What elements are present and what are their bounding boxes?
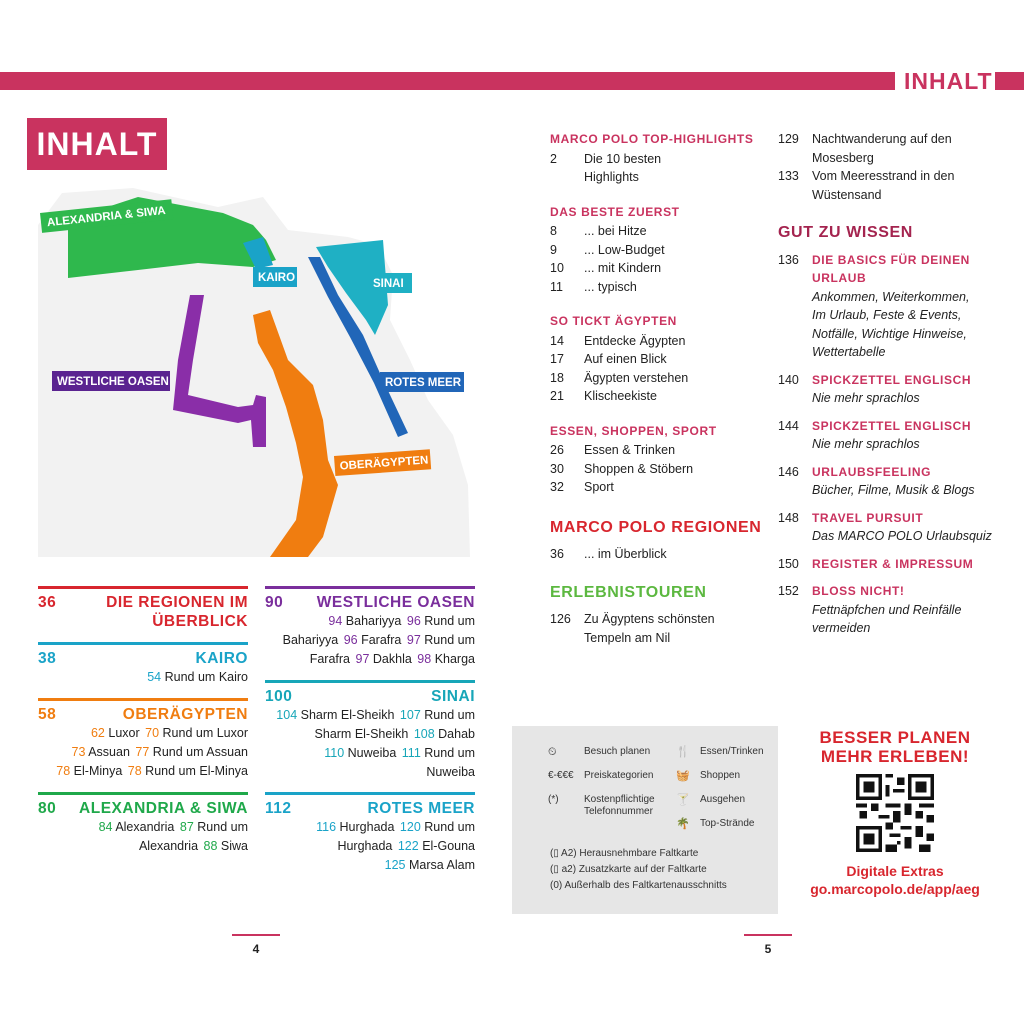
toc-entry-sub: vermeiden	[812, 621, 871, 635]
legend-note: (▯ A2) Herausnehmbare Faltkarte	[550, 848, 699, 859]
subpage-number: 96	[343, 633, 358, 647]
toc-entry-block[interactable]	[778, 555, 998, 574]
region-entry	[265, 586, 475, 669]
legend-label: Top-Strände	[700, 818, 755, 829]
toc-entry-block[interactable]	[778, 582, 998, 638]
promo-url-link[interactable]: go.marcopolo.de/app/aeg	[810, 881, 980, 897]
subpage-number: 84	[98, 820, 113, 834]
toc-entry-head: SPICKZETTEL ENGLISCH	[812, 372, 972, 387]
toc-big-title: GUT ZU WISSEN	[778, 224, 913, 241]
toc-entry-sub: Ankommen, Weiterkommen,	[812, 289, 970, 304]
subpage-number: 116	[316, 820, 337, 834]
subpage-title[interactable]: Bahariyya	[282, 633, 339, 647]
region-subline	[265, 631, 475, 650]
map-label-rotes	[380, 372, 464, 392]
region-entry	[265, 792, 475, 875]
toc-page	[550, 629, 584, 648]
toc-page	[550, 168, 584, 187]
toc-entry: ... typisch	[584, 279, 637, 294]
legend-label: Shoppen	[700, 770, 741, 781]
toc-row[interactable]	[550, 369, 770, 388]
page-title: INHALT	[27, 118, 167, 170]
subpage-title[interactable]: Farafra	[361, 633, 402, 647]
region-page: 36	[38, 594, 57, 611]
basket-icon: 🧺	[676, 770, 690, 782]
subpage-number: 87	[179, 820, 194, 834]
subpage-number: 98	[417, 652, 432, 666]
toc-row[interactable]	[550, 610, 770, 629]
svg-text:ROTES MEER: ROTES MEER	[385, 377, 462, 389]
svg-text:ALEXANDRIA & SIWA: ALEXANDRIA & SIWA	[46, 204, 167, 230]
region-subline	[38, 743, 248, 762]
toc-entry-block[interactable]	[778, 463, 998, 500]
region-sublist	[265, 818, 475, 875]
region-sublist	[265, 706, 475, 782]
region-subline	[38, 762, 248, 781]
toc-entry-sub: Nie mehr sprachlos	[812, 437, 920, 451]
subpage-number: 77	[135, 745, 150, 759]
legend-label-line: Kostenpflichtige	[584, 794, 655, 805]
toc-entry: ... im Überblick	[584, 547, 667, 561]
toc-column-2	[778, 130, 998, 647]
legend-label: Preiskategorien	[584, 770, 654, 781]
toc-page: 30	[550, 461, 564, 476]
toc-entry-sub: Wettertabelle	[812, 345, 886, 359]
region-header	[38, 642, 248, 668]
subpage-title[interactable]: Rund um Assuan	[152, 745, 248, 759]
toc-section-title: DAS BESTE ZUERST	[550, 204, 680, 219]
region-subline	[265, 818, 475, 837]
subpage-number: 111	[401, 746, 421, 760]
toc-entry: Shoppen & Stöbern	[584, 461, 694, 476]
region-name[interactable]: WESTLICHE OASEN	[316, 594, 475, 611]
toc-entry-sub: Nie mehr sprachlos	[812, 391, 920, 405]
toc-entry-block[interactable]	[778, 251, 998, 362]
toc-entry: Vom Meeresstrand in den	[812, 169, 955, 183]
subpage-number: 108	[413, 727, 435, 741]
toc-row[interactable]	[550, 629, 770, 648]
toc-page: 10	[550, 261, 564, 275]
region-page: 80	[38, 800, 57, 817]
toc-section-title: ESSEN, SHOPPEN, SPORT	[550, 423, 717, 438]
map-label-sinai	[368, 273, 412, 293]
toc-entry: Sport	[584, 480, 614, 494]
toc-entry-head: URLAUB	[812, 271, 867, 285]
toc-entry: Entdecke Ägypten	[584, 333, 686, 348]
region-sublist	[38, 668, 248, 687]
subpage-title[interactable]: Rund um El-Minya	[145, 764, 248, 778]
subpage-title[interactable]: Rund um	[424, 614, 475, 628]
toc-page: 152	[778, 584, 799, 598]
toc-page: 11	[550, 279, 563, 294]
toc-entry-sub: Bücher, Filme, Musik & Blogs	[812, 483, 975, 497]
subpage-number: 62	[90, 726, 105, 740]
toc-big-title: MARCO POLO REGIONEN	[550, 518, 762, 536]
region-page: 112	[265, 800, 292, 817]
toc-page: 150	[778, 556, 799, 571]
region-entry	[38, 642, 248, 687]
subpage-title[interactable]: Nuweiba	[347, 746, 397, 760]
toc-entry: Nachtwanderung auf den	[812, 132, 952, 146]
toc-entry-sub: Notfälle, Wichtige Hinweise,	[812, 326, 967, 341]
svg-text:SINAI: SINAI	[373, 278, 404, 290]
toc-page: 136	[778, 252, 799, 267]
page-number-right: 5	[764, 942, 772, 956]
region-page: 58	[38, 706, 57, 723]
toc-row[interactable]	[778, 149, 998, 168]
subpage-title[interactable]: Assuan	[88, 745, 130, 759]
subpage-number: 120	[399, 820, 421, 834]
subpage-title[interactable]: Rund um	[197, 820, 248, 834]
toc-page: 21	[550, 389, 564, 403]
region-name[interactable]: DIE REGIONEN IM ÜBERBLICK	[106, 594, 248, 630]
region-header	[265, 792, 475, 818]
region-entry	[38, 698, 248, 781]
toc-page: 36	[550, 547, 564, 561]
region-entry	[38, 792, 248, 856]
toc-entry-head: DIE BASICS FÜR DEINEN	[812, 252, 970, 267]
egypt-region-map	[38, 185, 476, 557]
region-subline	[38, 668, 248, 687]
subpage-number: 104	[276, 708, 298, 722]
subpage-number: 78	[56, 764, 71, 778]
toc-page	[778, 186, 812, 205]
region-page: 38	[38, 650, 57, 667]
subpage-number: 96	[406, 614, 421, 628]
subpage-title[interactable]: Dakhla	[372, 652, 412, 666]
region-sublist	[38, 724, 248, 781]
legend-label: Besuch planen	[584, 746, 651, 757]
region-subline	[265, 706, 475, 725]
toc-row[interactable]	[778, 186, 998, 205]
promo-headline: BESSER PLANEN	[819, 728, 971, 747]
toc-row[interactable]	[550, 259, 770, 278]
toc-entry: Ägypten verstehen	[584, 370, 689, 385]
toc-entry: Zu Ägyptens schönsten	[584, 612, 715, 626]
toc-row[interactable]	[550, 441, 770, 460]
toc-entry-head: URLAUBSFEELING	[812, 464, 932, 479]
cocktail-icon: 🍸	[676, 794, 690, 806]
region-name[interactable]: OBERÄGYPTEN	[122, 706, 248, 723]
region-subline	[38, 724, 248, 743]
legend-label: Essen/Trinken	[700, 746, 764, 757]
subpage-title[interactable]: Marsa Alam	[409, 858, 475, 872]
subpage-title[interactable]: Rund um	[424, 746, 475, 760]
toc-entry: ... Low-Budget	[584, 242, 665, 257]
region-page: 100	[265, 688, 293, 705]
toc-entry-text	[812, 371, 998, 408]
legend-note: (▯ a2) Zusatzkarte auf der Faltkarte	[550, 864, 707, 875]
page-number-left: 4	[252, 942, 260, 956]
header-bar-tail	[996, 72, 1024, 90]
subpage-title[interactable]: Alexandria	[115, 820, 175, 834]
toc-entry-text	[812, 555, 998, 574]
map-label-kairo	[253, 267, 297, 287]
region-name[interactable]: SINAI	[431, 688, 475, 705]
toc-entry-text	[812, 463, 998, 500]
region-subline	[265, 725, 475, 744]
toc-row[interactable]	[550, 168, 770, 187]
subpage-number: 70	[145, 726, 160, 740]
map-label-westliche	[52, 371, 170, 391]
svg-text:OBERÄGYPTEN: OBERÄGYPTEN	[339, 454, 429, 473]
toc-entry: Auf einen Blick	[584, 352, 667, 366]
toc-section-title: MARCO POLO TOP-HIGHLIGHTS	[550, 132, 754, 146]
subpage-title[interactable]: Rund um	[424, 708, 475, 722]
subpage-title[interactable]: El-Minya	[73, 764, 123, 778]
subpage-title[interactable]: Sharm El-Sheikh	[300, 708, 395, 722]
region-sublist	[265, 612, 475, 669]
subpage-title[interactable]: Luxor	[108, 726, 140, 740]
region-header	[38, 698, 248, 724]
toc-row[interactable]	[778, 167, 998, 186]
toc-entry-text	[812, 417, 998, 454]
toc-entry-head: SPICKZETTEL ENGLISCH	[812, 418, 972, 433]
header-bar	[0, 72, 1024, 90]
toc-entry: Essen & Trinken	[584, 443, 676, 457]
toc-row[interactable]	[550, 241, 770, 260]
toc-column-1	[550, 130, 770, 647]
toc-page: 133	[778, 169, 799, 183]
toc-entry-head: TRAVEL PURSUIT	[812, 510, 924, 525]
region-header	[265, 680, 475, 706]
region-subline	[38, 818, 248, 837]
toc-row[interactable]	[550, 350, 770, 369]
toc-row[interactable]	[550, 278, 770, 297]
region-name[interactable]: ALEXANDRIA & SIWA	[79, 800, 248, 817]
svg-text:KAIRO: KAIRO	[258, 272, 296, 284]
subpage-number: 122	[397, 839, 419, 853]
region-subline	[265, 837, 475, 856]
toc-entry: ... bei Hitze	[584, 224, 647, 238]
region-name[interactable]: KAIRO	[195, 650, 248, 667]
toc-section-title: SO TICKT ÄGYPTEN	[550, 314, 677, 328]
subpage-number: 78	[127, 764, 142, 778]
subpage-title[interactable]: Bahariyya	[345, 614, 402, 628]
subpage-title[interactable]: Farafra	[309, 652, 351, 666]
toc-page	[778, 149, 812, 168]
subpage-title[interactable]: Hurghada	[339, 820, 395, 834]
toc-entry-text	[812, 509, 998, 546]
toc-page: 14	[550, 333, 564, 348]
region-subline	[265, 763, 475, 782]
toc-entry: Mosesberg	[812, 150, 874, 165]
region-subline	[265, 612, 475, 631]
toc-entry: ... mit Kindern	[584, 261, 662, 275]
toc-entry-head: REGISTER & IMPRESSUM	[812, 556, 974, 571]
subpage-number: 97	[406, 633, 421, 647]
cutlery-icon: 🍴	[676, 746, 690, 758]
toc-entry-sub: Im Urlaub, Feste & Events,	[812, 308, 962, 322]
toc-entry-sub: Fettnäpfchen und Reinfälle	[812, 602, 962, 617]
toc-page: 146	[778, 464, 799, 479]
subpage-title[interactable]: Siwa	[220, 839, 248, 853]
promo-extras-label: Digitale Extras	[846, 863, 944, 879]
toc-page: 129	[778, 132, 799, 146]
region-sublist	[38, 818, 248, 856]
subpage-number: 73	[71, 745, 86, 759]
toc-entry-head: BLOSS NICHT!	[812, 584, 905, 598]
region-header	[38, 792, 248, 818]
subpage-number: 94	[328, 614, 343, 628]
subpage-number: 107	[399, 708, 421, 722]
toc-page: 126	[550, 612, 571, 626]
toc-page: 9	[550, 242, 557, 257]
clock-icon: ⏲	[548, 746, 557, 758]
palm-icon: 🌴	[676, 818, 690, 830]
toc-row[interactable]	[778, 130, 998, 149]
toc-page: 17	[550, 352, 564, 366]
region-subline	[38, 837, 248, 856]
legend-label-line: Telefonnummer	[584, 806, 653, 817]
toc-entry: Highlights	[584, 170, 639, 184]
legend-label: Ausgehen	[700, 794, 746, 805]
toc-entry-block[interactable]	[778, 509, 998, 546]
toc-entry: Die 10 besten	[584, 151, 662, 166]
toc-row[interactable]	[550, 545, 770, 564]
subpage-title[interactable]: Sharm El-Sheikh	[314, 727, 409, 741]
toc-big-title: ERLEBNISTOUREN	[550, 583, 707, 601]
toc-entry: Tempeln am Nil	[584, 630, 671, 645]
toc-entry: Wüstensand	[812, 187, 882, 202]
toc-page: 140	[778, 372, 799, 387]
toc-entry: Klischeekiste	[584, 389, 657, 403]
subpage-number: 97	[355, 652, 370, 666]
promo-headline: MEHR ERLEBEN!	[820, 747, 970, 766]
toc-entry-block[interactable]	[778, 371, 998, 408]
subpage-title[interactable]: Rund um Kairo	[164, 670, 248, 684]
svg-text:WESTLICHE OASEN: WESTLICHE OASEN	[57, 376, 169, 388]
region-entry	[265, 680, 475, 782]
region-page: 90	[265, 594, 284, 611]
toc-page: 26	[550, 443, 564, 457]
region-subline	[265, 744, 475, 763]
toc-page: 148	[778, 510, 799, 525]
toc-page: 32	[550, 480, 564, 494]
legend-box	[512, 726, 778, 914]
digital-extras-promo	[790, 728, 1000, 898]
phone-cost-icon: (*)	[548, 794, 559, 805]
region-entry	[38, 586, 248, 631]
subpage-number: 125	[384, 858, 406, 872]
price-icon: €-€€€	[548, 770, 574, 781]
toc-entry-text	[812, 582, 998, 638]
subpage-title[interactable]: Rund um	[424, 820, 475, 834]
subpage-title[interactable]: El-Gouna	[422, 839, 475, 853]
region-header	[38, 586, 248, 631]
subpage-number: 110	[324, 746, 345, 760]
legend-label	[584, 794, 655, 818]
toc-entry-text	[812, 251, 998, 362]
region-subline	[265, 856, 475, 875]
subpage-title[interactable]: Alexandria	[138, 839, 199, 853]
subpage-title[interactable]: Nuweiba	[426, 765, 475, 779]
subpage-title[interactable]: Hurghada	[337, 839, 393, 853]
toc-row[interactable]	[550, 387, 770, 406]
subpage-title[interactable]: Rund um Luxor	[162, 726, 248, 740]
toc-row[interactable]	[550, 478, 770, 497]
toc-row[interactable]	[550, 460, 770, 479]
header-label: INHALT	[904, 68, 993, 94]
toc-page: 2	[550, 151, 557, 166]
toc-row[interactable]	[550, 150, 770, 169]
subpage-title[interactable]: Rund um	[424, 633, 475, 647]
legend-note: (0) Außerhalb des Faltkartenausschnitts	[550, 880, 727, 891]
toc-row[interactable]	[550, 222, 770, 241]
toc-page: 8	[550, 224, 557, 238]
qr-code-icon[interactable]	[856, 774, 934, 852]
region-subline	[265, 650, 475, 669]
toc-page: 18	[550, 370, 564, 385]
subpage-title[interactable]: Kharga	[434, 652, 475, 666]
toc-page: 144	[778, 418, 799, 433]
subpage-number: 54	[147, 670, 162, 684]
page-number-rule	[232, 934, 280, 936]
region-header	[265, 586, 475, 612]
subpage-number: 88	[203, 839, 218, 853]
toc-entry-sub: Das MARCO POLO Urlaubsquiz	[812, 529, 992, 543]
toc-row[interactable]	[550, 332, 770, 351]
subpage-title[interactable]: Dahab	[438, 727, 475, 741]
page-number-rule	[744, 934, 792, 936]
toc-entry-block[interactable]	[778, 417, 998, 454]
region-name[interactable]: ROTES MEER	[367, 800, 475, 817]
